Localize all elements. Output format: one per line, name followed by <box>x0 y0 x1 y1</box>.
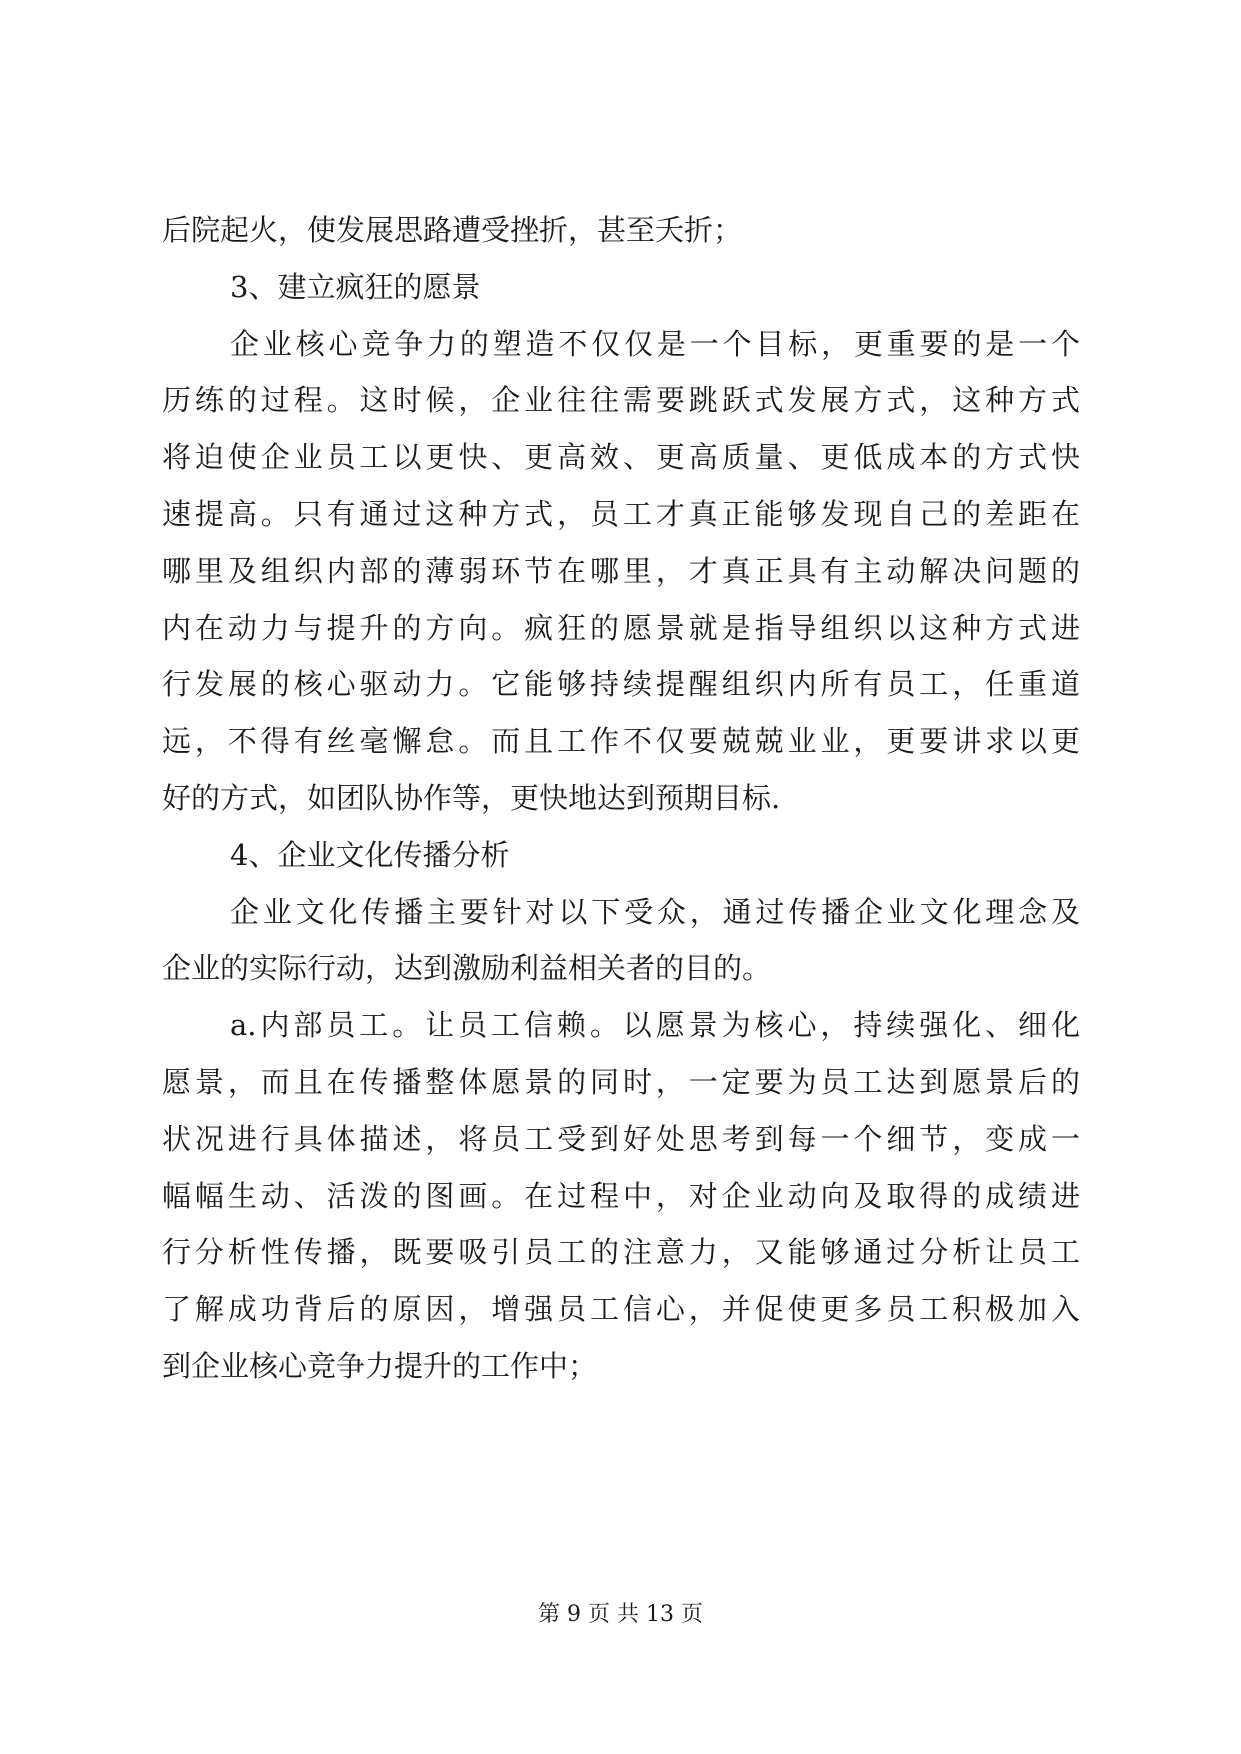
text-line: 后院起火，使发展思路遭受挫折，甚至夭折； <box>162 213 743 247</box>
text-line: 了解成功背后的原因，增强员工信心，并促使更多员工积极加入 <box>162 1292 1080 1327</box>
text-line: 4、企业文化传播分析 <box>230 837 510 872</box>
text-line: 幅幅生动、活泼的图画。在过程中，对企业动向及取得的成绩进 <box>162 1178 1080 1213</box>
page-footer: 第 9 页 共 13 页 <box>538 1602 703 1627</box>
text-line: 到企业核心竞争力提升的工作中； <box>162 1349 598 1383</box>
text-line: 状况进行具体描述，将员工受到好处思考到每一个细节，变成一 <box>162 1121 1080 1156</box>
text-line: 企业核心竞争力的塑造不仅仅是一个目标，更重要的是一个 <box>230 326 1080 361</box>
text-line: 远，不得有丝毫懈怠。而且工作不仅要兢兢业业，更要讲求以更 <box>162 724 1080 759</box>
text-line: 将迫使企业员工以更快、更高效、更高质量、更低成本的方式快 <box>162 440 1080 475</box>
text-line: 愿景，而且在传播整体愿景的同时，一定要为员工达到愿景后的 <box>162 1065 1080 1099</box>
text-line: 内在动力与提升的方向。疯狂的愿景就是指导组织以这种方式进 <box>162 610 1080 645</box>
text-line: 好的方式，如团队协作等，更快地达到预期目标. <box>162 781 781 815</box>
text-line: 企业文化传播主要针对以下受众，通过传播企业文化理念及 <box>230 894 1080 929</box>
text-line: 企业的实际行动，达到激励利益相关者的目的。 <box>162 951 772 986</box>
text-line: 速提高。只有通过这种方式，员工才真正能够发现自己的差距在 <box>162 497 1080 531</box>
text-line: 行发展的核心驱动力。它能够持续提醒组织内所有员工，任重道 <box>162 667 1080 702</box>
text-line: a.内部员工。让员工信赖。以愿景为核心，持续强化、细化 <box>230 1008 1080 1043</box>
text-line: 行分析性传播，既要吸引员工的注意力，又能够通过分析让员工 <box>162 1235 1080 1270</box>
text-line: 历练的过程。这时候，企业往往需要跳跃式发展方式，这种方式 <box>162 383 1080 418</box>
text-line: 哪里及组织内部的薄弱环节在哪里，才真正具有主动解决问题的 <box>162 553 1080 588</box>
text-line: 3、建立疯狂的愿景 <box>230 269 481 304</box>
